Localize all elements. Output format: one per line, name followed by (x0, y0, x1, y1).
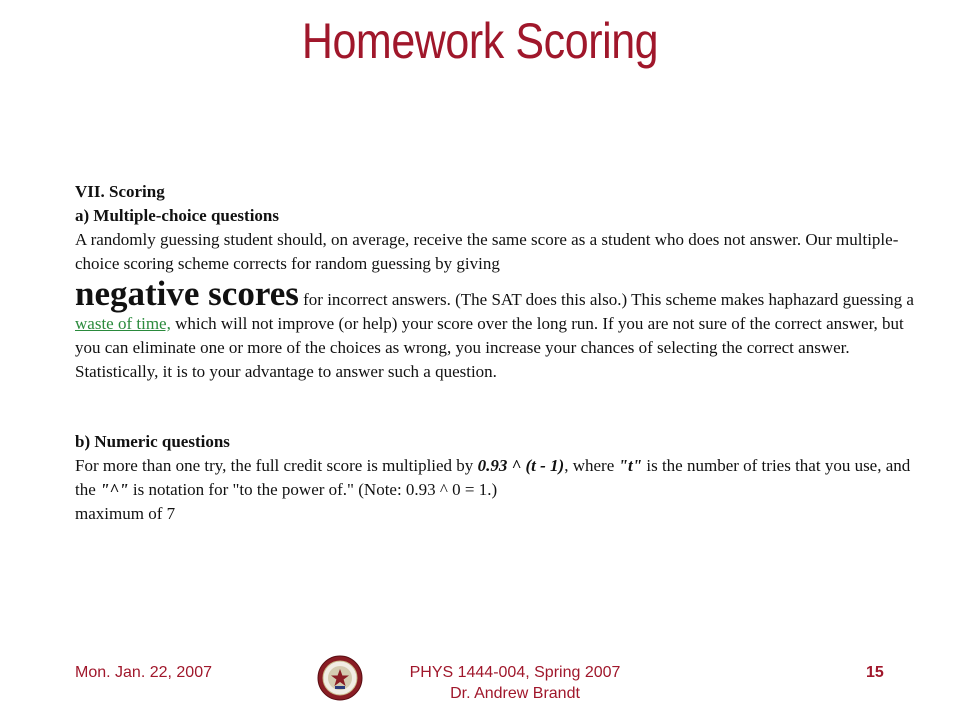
paragraph-text: for incorrect answers. (The SAT does this also.) This scheme makes haphazard guessing a (298, 290, 914, 309)
subheading-numeric: b) Numeric questions (75, 432, 230, 451)
waste-of-time-link[interactable]: waste of time, (75, 314, 171, 333)
negative-scores-emphasis: negative scores (75, 274, 299, 313)
slide-body (75, 180, 925, 526)
paragraph-text: A randomly guessing student should, on average, receive the same score as a student who does not answer. Our multiple-choice scoring scheme corrects for random guessing by giving (75, 230, 899, 273)
university-seal-icon (317, 655, 363, 701)
section-heading: VII. Scoring (75, 182, 165, 201)
footer-course-info (395, 662, 635, 704)
page-number: 15 (866, 664, 884, 681)
footer-instructor: Dr. Andrew Brandt (450, 685, 580, 702)
paragraph-text: is notation for "to the power of." (Note: 0.93 ^ 0 = 1.) (128, 480, 498, 499)
footer-course: PHYS 1444-004, Spring 2007 (409, 664, 621, 681)
paragraph-text: For more than one try, the full credit score is multiplied by (75, 456, 478, 475)
max-tries-note: maximum of 7 (75, 504, 176, 523)
slide-title: Homework Scoring (301, 13, 659, 69)
footer-date: Mon. Jan. 22, 2007 (75, 664, 212, 681)
variable-caret: "^" (100, 480, 129, 499)
formula-text: 0.93 ^ (t - 1) (477, 456, 565, 475)
paragraph-text: which will not improve (or help) your score over the long run. If you are not sure of the correct answer, but you can eliminate one or more of the choices as wrong, you increase your chances of selecting the correct answer. Statistically, it is to your advantage to answer such a question. (75, 314, 904, 381)
variable-t: "t" (618, 456, 643, 475)
spacer (75, 384, 925, 430)
paragraph-text: is the number of tries that you use, and the (75, 456, 911, 499)
paragraph-text: , where (564, 456, 619, 475)
numeric-paragraph (75, 454, 925, 502)
subheading-multiple-choice: a) Multiple-choice questions (75, 206, 279, 225)
multiple-choice-paragraph (75, 228, 925, 384)
